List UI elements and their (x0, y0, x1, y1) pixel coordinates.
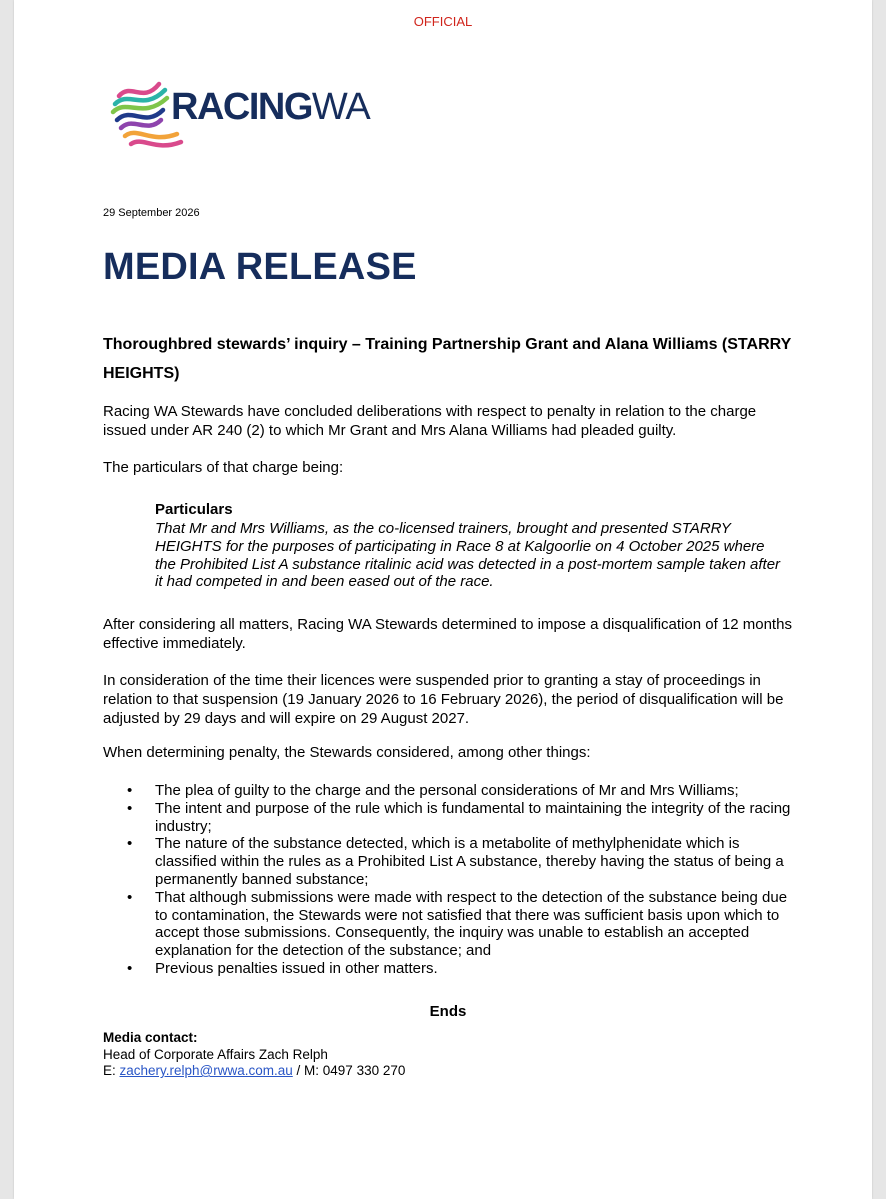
determination-paragraph: After considering all matters, Racing WA Stewards determined to impose a disqualification of 12 months effective immediately. (103, 616, 792, 652)
intro-paragraph: Racing WA Stewards have concluded deliberations with respect to penalty in relation to the charge issued under AR 240 (2) to which Mr Grant and Mrs Alana Williams had pleaded guilty. (103, 403, 757, 439)
contact-name: Head of Corporate Affairs Zach Relph (103, 1046, 328, 1062)
classification-label: OFFICIAL (413, 14, 473, 29)
page-title: MEDIA RELEASE (103, 246, 417, 288)
wordmark-wa: WA (311, 86, 370, 128)
racingwa-logo (103, 74, 370, 158)
list-item: • The plea of guilty to the charge and the personal considerations of Mr and Mrs Williams; (103, 782, 793, 800)
document-page (14, 0, 872, 1199)
particulars-text: That Mr and Mrs Williams, as the co-licensed trainers, brought and presented STARRY HEIGHTS for the purposes of participating in Race 8 at Kalgoorlie on 4 October 2025 where the Prohibited List A substance ritalinic acid was detected in a post-mortem sample taken after it had competed in and been eased out of the race. (155, 520, 781, 591)
list-item: • The nature of the substance detected, which is a metabolite of methylphenidate which is classified within the rules as a Prohibited List A substance, thereby having the status of being a permanently banned substance; (103, 835, 793, 888)
email-prefix: E: (103, 1063, 120, 1078)
media-contact (103, 1030, 405, 1080)
media-contact-label: Media contact: (103, 1030, 198, 1045)
phone-separator: / M: (292, 1063, 323, 1078)
adjustment-paragraph: In consideration of the time their licences were suspended prior to granting a stay of proceedings in relation to that suspension (19 January 2026 to 16 February 2026), the period of disqualification will be adjusted by 29 days and will expire on 29 August 2027. (103, 672, 784, 727)
list-item: • The intent and purpose of the rule which is fundamental to maintaining the integrity of the racing industry; (103, 800, 793, 836)
list-item: • That although submissions were made with respect to the detection of the substance being due to contamination, the Stewards were not satisfied that there was sufficient basis upon which to accept those submissions. Consequently, the inquiry was unable to establish an accepted explanation for the detection of the substance; and (103, 889, 793, 960)
release-date: 29 September 2026 (103, 207, 200, 219)
particulars-block (155, 500, 785, 591)
list-item: • Previous penalties issued in other matters. (103, 960, 793, 978)
particulars-lead: The particulars of that charge being: (103, 459, 344, 476)
ends-marker: Ends (429, 1003, 467, 1020)
wordmark-racing: RACING (171, 86, 312, 128)
email-link[interactable]: zachery.relph@rwwa.com.au (119, 1063, 293, 1078)
racingwa-wordmark (171, 86, 370, 129)
release-subheading: Thoroughbred stewards’ inquiry – Training Partnership Grant and Alana Williams (STARRY HEIGHTS) (103, 336, 791, 382)
contact-details (103, 1063, 405, 1080)
phone-number: 0497 330 270 (322, 1063, 406, 1078)
considerations-lead: When determining penalty, the Stewards considered, among other things: (103, 744, 591, 761)
considerations-list (103, 782, 793, 978)
particulars-heading: Particulars (155, 501, 233, 518)
